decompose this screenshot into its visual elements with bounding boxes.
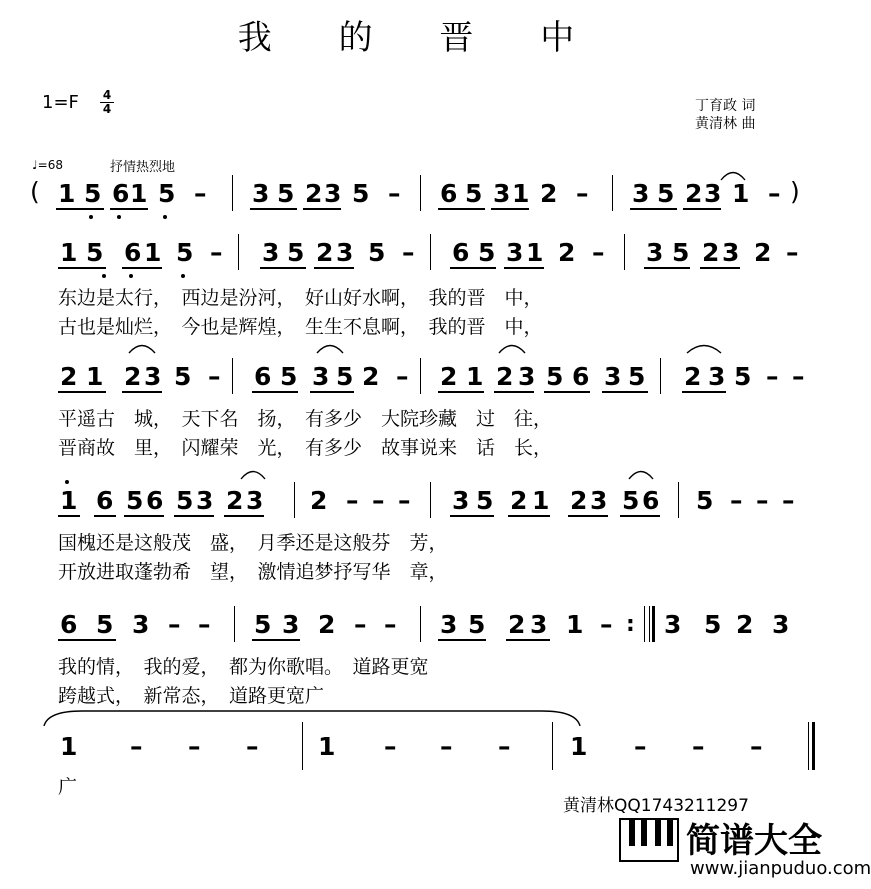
note: 1 (512, 179, 530, 208)
dash: – (768, 179, 781, 208)
note: 3 (704, 179, 722, 208)
octave-dot (102, 274, 106, 278)
note: 2 (702, 238, 720, 267)
slur (316, 342, 344, 354)
key-signature: 1=F (42, 92, 79, 113)
dash: – (346, 486, 359, 515)
dash: – (210, 238, 223, 267)
dash: – (756, 486, 769, 515)
note: 2 (318, 610, 336, 639)
note: 3 (664, 610, 682, 639)
barline (808, 722, 809, 770)
barline (238, 234, 239, 270)
note: 3 (246, 486, 264, 515)
beam-underline (122, 267, 162, 269)
dash: – (634, 732, 647, 761)
tempo-marking: ♩=68 (32, 158, 63, 172)
note: 6 (452, 238, 470, 267)
note: 3 (144, 362, 162, 391)
slur (128, 342, 156, 354)
note: 2 (570, 486, 588, 515)
lyric-line: 国槐还是这般茂 盛， 月季还是这般芬 芳， (58, 532, 448, 554)
note: 2 (510, 486, 528, 515)
barline (294, 482, 295, 518)
barline (302, 722, 303, 770)
note: 3 (604, 362, 622, 391)
beam-underline (260, 267, 306, 269)
note: 5 (254, 610, 272, 639)
note: 2 (60, 362, 78, 391)
beam-underline (110, 208, 148, 210)
open-paren: ( (30, 177, 40, 206)
note: 5 (622, 486, 640, 515)
beam-underline (508, 515, 550, 517)
note: 1 (58, 179, 76, 208)
dash: – (730, 486, 743, 515)
barline (649, 606, 650, 642)
beam-underline (644, 267, 690, 269)
tie (42, 708, 582, 728)
dash: – (782, 486, 795, 515)
close-paren: ) (790, 177, 800, 206)
note: 1 (86, 362, 104, 391)
note: 1 (60, 238, 78, 267)
note: 5 (277, 179, 295, 208)
note: 6 (642, 486, 660, 515)
beam-underline (94, 515, 116, 517)
barline (624, 234, 625, 270)
note: 3 (440, 610, 458, 639)
note: 1 (466, 362, 484, 391)
note: 5 (628, 362, 646, 391)
lyric-line: 我的情， 我的爱， 都为你歌唱。 道路更宽 (58, 656, 429, 678)
note: 5 (465, 179, 483, 208)
dash: – (208, 362, 221, 391)
lyricist-credit: 丁育政 词 (695, 98, 756, 114)
dash: – (750, 732, 763, 761)
note: 5 (174, 362, 192, 391)
octave-dot (117, 215, 121, 219)
dash: – (188, 732, 201, 761)
beam-underline (174, 515, 214, 517)
note: 3 (646, 238, 664, 267)
note: 2 (305, 179, 323, 208)
dash: – (198, 610, 211, 639)
beam-underline (58, 639, 116, 641)
beam-underline (438, 208, 485, 210)
dash: – (130, 732, 143, 761)
beam-underline (450, 267, 496, 269)
beam-underline (450, 515, 494, 517)
beam-underline (58, 267, 106, 269)
beam-underline (438, 391, 484, 393)
note: 5 (158, 179, 176, 208)
note: 2 (362, 362, 380, 391)
barline (660, 358, 661, 394)
dash: – (388, 179, 401, 208)
note: 5 (734, 362, 752, 391)
note: 5 (546, 362, 564, 391)
beam-underline (630, 208, 677, 210)
note: 1 (130, 179, 148, 208)
note: 3 (530, 610, 548, 639)
beam-underline (56, 208, 104, 210)
beam-underline (58, 515, 80, 517)
note: 6 (254, 362, 272, 391)
note: 1 (566, 610, 584, 639)
octave-dot (65, 480, 69, 484)
beam-underline (506, 639, 550, 641)
beam-underline (310, 391, 354, 393)
note: 2 (684, 362, 702, 391)
note: 3 (282, 610, 300, 639)
note: 3 (312, 362, 330, 391)
beam-underline (314, 267, 354, 269)
note: 5 (704, 610, 722, 639)
note: 2 (508, 610, 526, 639)
beam-underline (303, 208, 341, 210)
barline (552, 722, 553, 770)
dash: – (498, 732, 511, 761)
note: 6 (112, 179, 130, 208)
dash: – (786, 238, 799, 267)
note: 3 (252, 179, 270, 208)
note: 2 (558, 238, 576, 267)
note: 3 (132, 610, 150, 639)
note: 5 (352, 179, 370, 208)
note: 5 (84, 179, 102, 208)
dash: – (396, 362, 409, 391)
barline (678, 482, 679, 518)
note: 3 (452, 486, 470, 515)
lyric-line: 广 (58, 776, 78, 798)
note: 2 (736, 610, 754, 639)
barline (420, 358, 421, 394)
dash: – (398, 486, 411, 515)
note: 3 (518, 362, 536, 391)
barline (234, 606, 235, 642)
note: 3 (493, 179, 511, 208)
note: 5 (657, 179, 675, 208)
note: 5 (86, 238, 104, 267)
slur (628, 468, 654, 480)
note: 6 (124, 238, 142, 267)
note: 3 (590, 486, 608, 515)
lyric-line: 跨越式， 新常态， 道路更宽广 (58, 685, 325, 707)
note: 3 (772, 610, 790, 639)
dash: – (384, 732, 397, 761)
barline (644, 606, 645, 642)
note: 3 (262, 238, 280, 267)
time-signature (100, 90, 114, 115)
note: 5 (478, 238, 496, 267)
note: 5 (336, 362, 354, 391)
beam-underline (683, 208, 721, 210)
beam-underline (682, 391, 726, 393)
lyric-line: 开放进取蓬勃希 望， 激情追梦抒写华 章， (58, 561, 448, 583)
octave-dot (89, 215, 93, 219)
expression-marking: 抒情热烈地 (110, 160, 176, 175)
slur (498, 342, 526, 354)
dash: – (354, 610, 367, 639)
logo-url: www.jianpuduo.com (690, 858, 871, 879)
dash: – (766, 362, 779, 391)
note: 3 (722, 238, 740, 267)
note: 2 (440, 362, 458, 391)
note: 5 (176, 238, 194, 267)
note: 2 (754, 238, 772, 267)
logo-text: 简谱大全 (686, 821, 822, 861)
note: 3 (632, 179, 650, 208)
barline (232, 175, 233, 211)
note: 3 (336, 238, 354, 267)
note: 5 (126, 486, 144, 515)
lyric-line: 古也是灿烂， 今也是辉煌， 生生不息啊， 我的晋 中， (58, 316, 543, 338)
note: 1 (318, 732, 336, 761)
slur (240, 468, 266, 480)
note: 5 (287, 238, 305, 267)
piano-logo-icon (619, 818, 679, 862)
note: 1 (144, 238, 162, 267)
dash: – (246, 732, 259, 761)
dash: – (600, 610, 613, 639)
note: 6 (440, 179, 458, 208)
note: 5 (476, 486, 494, 515)
dash: – (792, 362, 805, 391)
beam-underline (602, 391, 648, 393)
final-barline (812, 722, 815, 770)
note: 6 (572, 362, 590, 391)
lyric-line: 东边是太行， 西边是汾河， 好山好水啊， 我的晋 中， (58, 287, 543, 309)
note: 1 (526, 238, 544, 267)
note: 3 (196, 486, 214, 515)
beam-underline (494, 391, 534, 393)
note: 3 (324, 179, 342, 208)
lyric-line: 晋商故 里， 闪耀荣 光， 有多少 故事说来 话 长， (58, 437, 553, 459)
repeat-barline (652, 606, 655, 642)
note: 5 (280, 362, 298, 391)
note: 3 (708, 362, 726, 391)
dash: – (576, 179, 589, 208)
octave-dot (181, 274, 185, 278)
beam-underline (491, 208, 529, 210)
dash: – (692, 732, 705, 761)
composer-credit: 黄清林 曲 (695, 116, 756, 132)
note: 2 (540, 179, 558, 208)
dash: – (440, 732, 453, 761)
beam-underline (252, 391, 298, 393)
octave-dot (129, 274, 133, 278)
beam-underline (568, 515, 608, 517)
beam-underline (250, 208, 297, 210)
note: 5 (176, 486, 194, 515)
note: 2 (226, 486, 244, 515)
time-signature-bottom: 4 (102, 102, 112, 116)
note: 1 (732, 179, 750, 208)
note: 6 (60, 610, 78, 639)
note: 2 (316, 238, 334, 267)
dash: – (168, 610, 181, 639)
note: 1 (570, 732, 588, 761)
beam-underline (224, 515, 264, 517)
barline (420, 606, 421, 642)
note: 1 (60, 732, 78, 761)
note: 1 (60, 486, 78, 515)
note: 6 (96, 486, 114, 515)
note: 6 (146, 486, 164, 515)
dash: – (194, 179, 207, 208)
repeat-dots: : (626, 612, 635, 637)
note: 5 (696, 486, 714, 515)
note: 1 (532, 486, 550, 515)
note: 5 (368, 238, 386, 267)
beam-underline (252, 639, 300, 641)
note: 2 (310, 486, 328, 515)
lyric-line: 平遥古 城， 天下名 扬， 有多少 大院珍藏 过 往， (58, 408, 553, 430)
note: 2 (124, 362, 142, 391)
note: 3 (506, 238, 524, 267)
barline (430, 234, 431, 270)
note: 5 (672, 238, 690, 267)
beam-underline (124, 515, 164, 517)
beam-underline (58, 391, 106, 393)
beam-underline (504, 267, 544, 269)
note: 5 (96, 610, 114, 639)
beam-underline (438, 639, 486, 641)
slur (686, 342, 722, 354)
barline (420, 175, 421, 211)
watermark: 黄清林QQ1743211297 (563, 796, 749, 816)
note: 2 (685, 179, 703, 208)
dash: – (384, 610, 397, 639)
barline (232, 358, 233, 394)
slur (720, 169, 746, 181)
dash: – (402, 238, 415, 267)
barline (612, 175, 613, 211)
barline (430, 482, 431, 518)
beam-underline (122, 391, 162, 393)
page-title: 我 的 晋 中 (237, 18, 603, 58)
octave-dot (163, 215, 167, 219)
dash: – (372, 486, 385, 515)
note: 2 (496, 362, 514, 391)
note: 5 (468, 610, 486, 639)
time-signature-top: 4 (102, 88, 112, 102)
credits (695, 97, 755, 133)
beam-underline (620, 515, 660, 517)
beam-underline (700, 267, 740, 269)
beam-underline (544, 391, 590, 393)
dash: – (592, 238, 605, 267)
